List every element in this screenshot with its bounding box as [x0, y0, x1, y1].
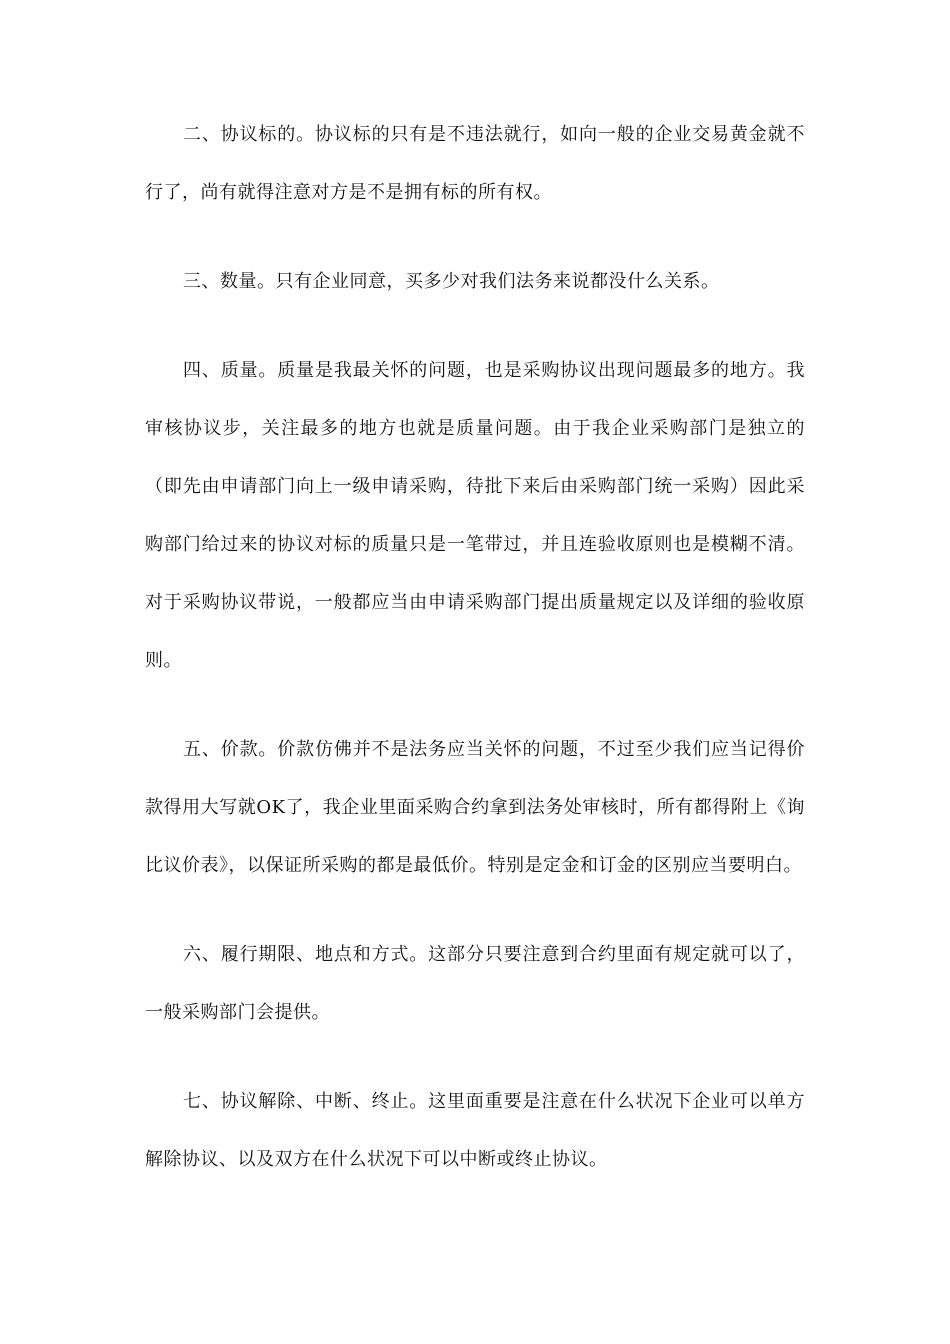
paragraph-quantity: 三、数量。只有企业同意，买多少对我们法务来说都没什么关系。: [183, 271, 720, 292]
paragraph-performance: 六、履行期限、地点和方式。这部分只要注意到合约里面有规定就可以了，一般采购部门会提供。: [145, 944, 805, 1023]
paragraph-termination: 七、协议解除、中断、终止。这里面重要是注意在什么状况下企业可以单方解除协议、以及双方在什么状况下可以中断或终止协议。: [145, 1091, 805, 1170]
paragraph-price: 五、价款。价款仿佛并不是法务应当关怀的问题，不过至少我们应当记得价款得用大写就OK了，我企业里面采购合约拿到法务处审核时，所有都得附上《询比议价表》，以保证所采购的都是最低价。特别是定金和订金的区别应当要明白。: [145, 739, 805, 876]
document-body: [145, 106, 805, 1220]
paragraph-contract-subject: 二、协议标的。协议标的只有是不违法就行，如向一般的企业交易黄金就不行了，尚有就得注意对方是不是拥有标的所有权。: [145, 124, 805, 203]
paragraph-quality: 四、质量。质量是我最关怀的问题，也是采购协议出现问题最多的地方。我审核协议步，关注最多的地方也就是质量问题。由于我企业采购部门是独立的（即先由申请部门向上一级申请采购，待批下来后由采购部门统一采购）因此采购部门给过来的协议对标的质量只是一笔带过，并且连验收原则也是模糊不清。对于采购协议带说，一般都应当由申请采购部门提出质量规定以及详细的验收原则。: [145, 360, 805, 671]
